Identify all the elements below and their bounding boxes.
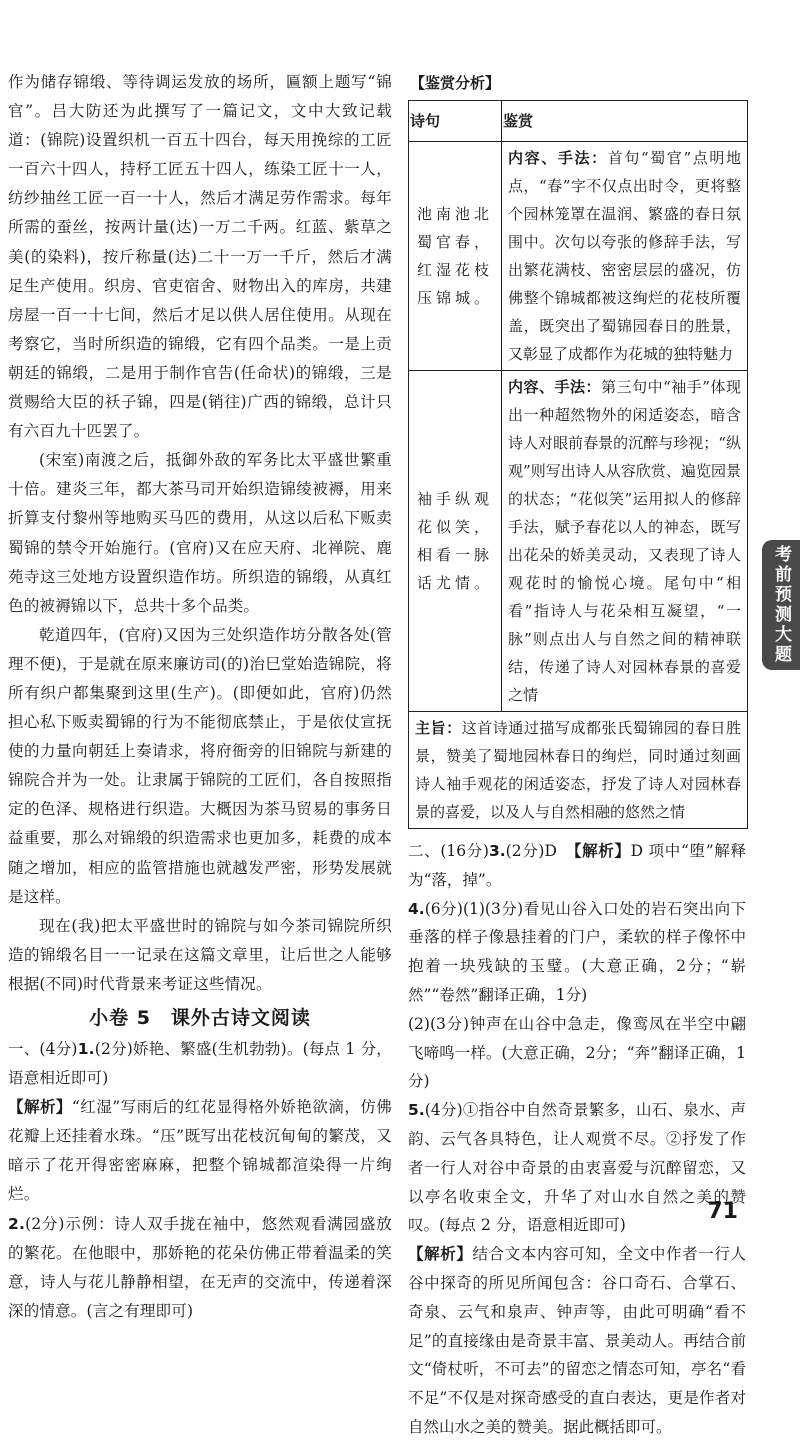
translation-paragraph-2: (宋室)南渡之后，抵御外敌的军务比太平盛世繁重十倍。建炎三年，都大茶马司开始织造锦绫被褥，用来折算支付黎州等地购买马匹的费用，从这以后私下贩卖蜀锦的禁令开始施行。(官府)又在应天府、北禅院、鹿苑寺这三处地方设置织造作坊。所织造的锦缎，从真红色的被褥锦以下，总共十多个品类。: [8, 451, 392, 615]
question-2-answer: (2分)示例：诗人双手拢在袖中，悠然观看满园盛放的繁花。在他眼中，那娇艳的花朵仿佛正带着温柔的笑意，诗人与花儿静静相望，在无声的交流中，传递着深深的情意。(言之有理即可): [8, 1214, 392, 1320]
question-1-prefix: 一、(4分): [8, 1040, 78, 1058]
summary-label: 主旨：: [415, 719, 462, 737]
appreciation-table: [408, 100, 748, 829]
question-4: [408, 895, 746, 1010]
right-answers: [408, 837, 746, 1442]
appreciation-cell: [502, 371, 748, 712]
page-number: 71: [707, 1199, 738, 1224]
summary-text: 这首诗通过描写成都张氏蜀锦园的春日胜景，赞美了蜀地园林春日的绚烂，同时通过刻画诗人袖手观花的闲适姿态，抒发了诗人对园林春景的喜爱，以及人与自然相融的悠然之情: [415, 719, 741, 821]
table-row: [409, 371, 748, 712]
question-1-analysis-text: “红湿”写雨后的红花显得格外娇艳欲滴，仿佛花瓣上还挂着水珠。“压”既写出花枝沉甸甸的繁茂，又暗示了花开得密密麻麻，把整个锦城都渲染得一片绚烂。: [8, 1098, 392, 1204]
question-4-number: 4.: [408, 899, 425, 918]
question-5-analysis-text: 结合文本内容可知，全文中作者一行人谷中探奇的所见所闻包含：谷口奇石、合掌石、奇泉、云气和泉声、钟声等，由此可明确“看不足”的直接缘由是奇景丰富、景美动人。再结合前文“倚杖听，不可去”的留恋之情态可知，亭名“看不足”不仅是对探奇感受的直白表达，更是作者对自然山水之美的赞美。据此概括即可。: [408, 1245, 746, 1436]
summary-cell: [409, 712, 748, 829]
question-2: [8, 1210, 392, 1326]
header-appreciation: 鉴赏: [502, 101, 748, 142]
right-column: [408, 68, 746, 1442]
poem-line-cell: 池南池北蜀官春，红湿花枝压锦城。: [409, 142, 502, 371]
table-header-row: [409, 101, 748, 142]
question-5-number: 5.: [408, 1101, 425, 1120]
analysis-tag: 【解析】: [408, 1245, 473, 1264]
question-4-answer-1: (6分)(1)(3分)看见山谷入口处的岩石突出向下垂落的样子像悬挂着的门户，柔软的样子像怀中抱着一块残缺的玉璧。(大意正确，2分；“崭然”“卷然”翻译正确，1分): [408, 899, 746, 1004]
analysis-tag: 【解析】: [573, 842, 631, 860]
translation-paragraph-4: 现在(我)把太平盛世时的锦院与如今茶司锦院所织造的锦缎名目一一记录在这篇文章里，让后世之人能够根据(不同)时代背景来考证这些情况。: [8, 916, 392, 993]
question-1-answer: (2分)娇艳、繁盛(生机勃勃)。(每点 1 分，语意相近即可): [8, 1040, 392, 1088]
header-poem: 诗句: [409, 101, 502, 142]
appreciation-cell: [502, 142, 748, 371]
section-title: 小卷 5 课外古诗文阅读: [89, 1007, 311, 1029]
appreciation-label: 内容、手法：: [508, 378, 602, 396]
question-1-analysis: [8, 1093, 392, 1209]
appreciation-heading: 【鉴赏分析】: [410, 74, 501, 92]
appreciation-text: 首句“蜀官”点明地点，“春”字不仅点出时令，更将整个园林笼罩在温润、繁盛的春日氛围中。次句以夸张的修辞手法，写出繁花满枝、密密层层的盛况，仿佛整个锦城都被这绚烂的花枝所覆盖，既突出了蜀锦园春日的胜景，又彰显了成都作为花城的独特魅力: [508, 149, 741, 363]
question-4-part-2: (2)(3分)钟声在山谷中急走，像鸾凤在半空中翩飞啼鸣一样。(大意正确，2分；“奔”翻译正确，1分): [408, 1014, 746, 1091]
question-5-analysis: [408, 1240, 746, 1442]
question-5: [408, 1096, 746, 1240]
summary-row: [409, 712, 748, 829]
poem-line-cell: 袖手纵观花似笑，相看一脉话尤情。: [409, 371, 502, 712]
translation-paragraph-1: 作为储存锦缎、等待调运发放的场所，匾额上题写“锦官”。吕大防还为此撰写了一篇记文，文中大致记载道：(锦院)设置织机一百五十四台，每天用挽综的工匠一百六十四人，持杼工匠五十四人，练染工匠十一人，纺纱抽丝工匠一百一十人，然后才满足劳作需求。每年所需的蚕丝，按两计量(达)一万二千两。红蓝、紫草之美(的染料)，按斤称量(达)二十一万一千斤，然后才满足生产使用。织房、官吏宿舍、财物出入的库房，共建房屋一百一十七间，然后才足以供人居住使用。从现在考察它，当时所织造的锦缎，它有四个品类。一是上贡朝廷的锦缎，二是用于制作官告(任命状)的锦缎，三是赏赐给大臣的袄子锦，四是(销往)广西的锦缎，总计只有六百九十匹罢了。: [8, 73, 392, 441]
question-3-prefix: 二、(16分): [408, 842, 489, 860]
appreciation-text: 第三句中“袖手”体现出一种超然物外的闲适姿态，暗含诗人对眼前春景的沉醉与珍视；“纵观”则写出诗人从容欣赏、遍览园景的状态；“花似笑”运用拟人的修辞手法，赋予春花以人的神态，既写出花朵的娇美灵动，又表现了诗人观花时的愉悦心境。尾句中“相看”指诗人与花朵相互凝望，“一脉”则点出人与自然之间的精神联结，传递了诗人对园林春景的喜爱之情: [508, 378, 741, 704]
table-row: [409, 142, 748, 371]
question-1-number: 1.: [77, 1040, 95, 1058]
translation-paragraph-3: 乾道四年，(官府)又因为三处织造作坊分散各处(管理不便)，于是就在原来廉访司(的)治巳堂始造锦院，将所有织户都集聚到这里(生产)。(即便如此，官府)仍然担心私下贩卖蜀锦的行为不能彻底禁止，于是依仗宣抚使的力量向朝廷上奏请求，将府衙旁的旧锦院与新建的锦院合并为一处。让隶属于锦院的工匠们，各自按照指定的色泽、规格进行织造。大概因为茶马贸易的事务日益重要，那么对锦缎的织造需求也更加多，耗费的成本随之增加，相应的监管措施也就越发严密，形势发展就是这样。: [8, 625, 392, 906]
question-1: [8, 1035, 392, 1093]
analysis-tag: 【解析】: [8, 1098, 72, 1117]
left-column: [8, 68, 392, 1326]
question-5-answer: (4分)①指谷中自然奇景繁多，山石、泉水、声韵、云气各具特色，让人观赏不尽。②抒发了作者一行人对谷中奇景的由衷喜爱与沉醉留恋，又以亭名收束全文，升华了对山水自然之美的赞叹。(每点 2 分，语意相近即可): [408, 1101, 746, 1235]
side-section-tab: 考前预测大题: [762, 540, 800, 670]
question-3: [408, 837, 746, 895]
question-3-number: 3.: [488, 842, 506, 860]
appreciation-label: 内容、手法：: [508, 149, 608, 167]
question-2-number: 2.: [8, 1214, 26, 1233]
question-3-answer: (2分)D: [505, 842, 557, 860]
question-3-analysis: D 项中“堕”解释为“落，掉”。: [408, 842, 746, 889]
